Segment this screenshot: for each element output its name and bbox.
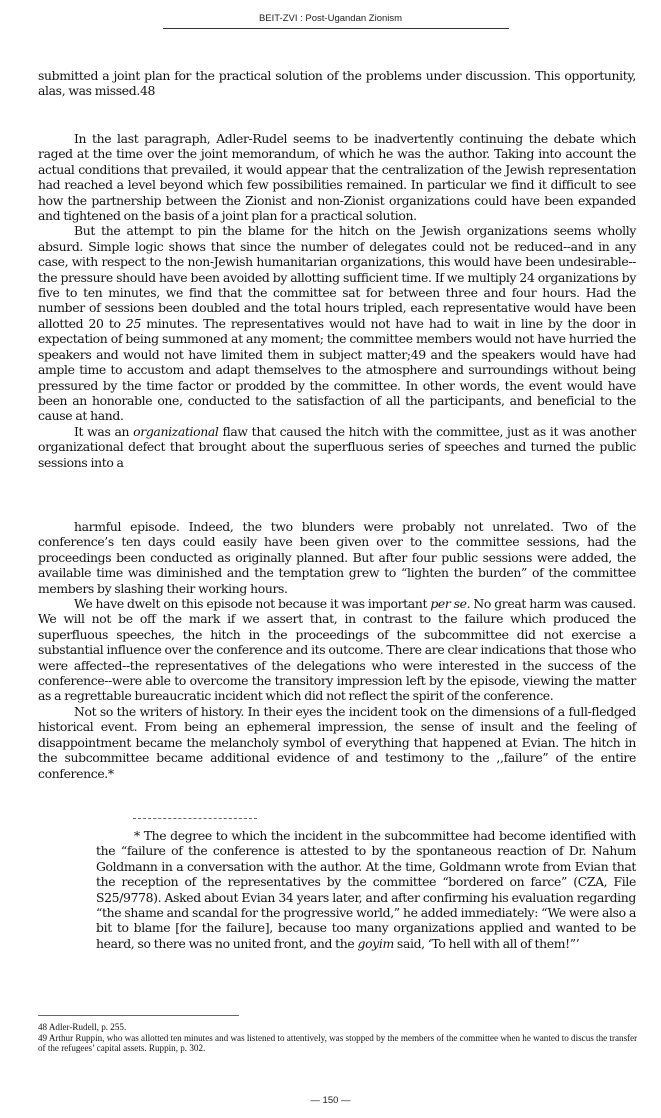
text-span: . No great harm was caused. We will not be off the mark if we assert that, in contrast to the failure which produced the superfluous speeches, the hitch in the proceedings of the subcommittee did not exercise a substantial influence over the conference and its outcome. There are clear indications that those who were affected--the representatives of the delegations who were interested in the success of the conference--were able to overcome the transitory impression left by the episode, viewing the matter as a regrettable bureaucratic incident which did not reflect the spirit of the conference. [38,596,636,704]
header-rule [163,28,509,29]
text-span: We have dwelt on this episode not because it was important [74,596,431,612]
paragraph-harmful-episode: harmful episode. Indeed, the two blunders were probably not unrelated. Two of the conference’s ten days could easily have been given over to the committee sessions, had the proceedings been conducted as originally planned. But after four public sessions were added, the available time was diminished and the temptation grew to “lighten the burden” of the committee members by slashing their working hours. [38,519,636,596]
footnote-49: 49 Arthur Ruppin, who was allotted ten minutes and was listened to attentively, was stopped by the members of the committee when he wanted to discus the transfer of the refugees’ capital assets. Ruppin, p. 302. [38,1032,638,1054]
body-block-lower [38,519,636,781]
page-number: — 150 — [310,1095,351,1106]
footnote-48: 48 Adler-Rudell, p. 255. [38,1022,127,1032]
text-span: flaw that caused the hitch with the committee, just as it was another organizational defect that brought about the superfluous series of speeches and turned the public sessions into a [38,423,636,470]
body-block-top [38,68,636,99]
text-span: said, ‘To hell with all of them!”’ [393,935,580,951]
text-span: It was an [74,423,134,439]
text-span: minutes. The representatives would not have had to wait in line by the door in expectation of being summoned at any moment; the committee members would not have hurried the speakers and would not have limited them in subject matter;49 and the speakers would have had ample time to accustom and adapt themselves to the atmosphere and surroundings without being pressured by the time factor or prodded by the committee. In other words, the event would have been an honorable one, conducted to the satisfaction of all the participants, and beneficial to the cause at hand. [38,315,636,424]
paragraph-continuation: submitted a joint plan for the practical solution of the problems under discussion. This opportunity, alas, was missed.48 [38,68,636,99]
footnotes [38,1022,638,1054]
inset-note [96,828,636,951]
inset-note-text [96,828,636,951]
italic-span: organizational [133,423,219,439]
inset-note-separator [133,818,257,819]
footnote-rule [38,1015,239,1016]
running-head: BEIT-ZVI : Post-Ugandan Zionism [258,13,403,24]
body-block-main [38,116,636,470]
paragraph-organizational-flaw [38,424,636,470]
paragraph-blame [38,223,636,423]
text-span: But the attempt to pin the blame for the hitch on the Jewish organizations seems wholly absurd. Simple logic shows that since the number of delegates could not be reduced--and in any case, with respect to the non-Jewish humanitarian organizations, this would have been undesirable--the pressure should have been avoided by allotting sufficient time. If we multiply 24 organizations by five to ten minutes, we find that the committee sat for between three and four hours. Had the number of sessions been doubled and the total hours tripled, each representative would have been allotted 20 to [38,223,636,331]
italic-span: 25 [125,315,141,331]
paragraph-adler-rudel: In the last paragraph, Adler-Rudel seems to be inadvertently continuing the debate which raged at the time over the joint memorandum, of which he was the author. Taking into account the actual conditions that prevailed, it would appear that the centralization of the Jewish representation had reached a level beyond which few possibilities remained. In particular we find it difficult to see how the partnership between the Zionist and non-Zionist organizations could have been expanded and tightened on the basis of a joint plan for a practical solution. [38,131,636,224]
text-span: * The degree to which the incident in the subcommittee had become identified with the “failure of the conference is attested to by the spontaneous reaction of Dr. Nahum Goldmann in a conversation with the author. At the time, Goldmann wrote from Evian that the reception of the representatives by the committee “bordered on farce” (CZA, File S25/9778). Asked about Evian 34 years later, and after confirming his evaluation regarding “the shame and scandal for the progressive world,” he added immediately: “We were also a bit to blame [for the failure], because too many organizations applied and wanted to be heard, so there was no united front, and the [96,828,636,951]
italic-span: goyim [357,935,394,951]
paragraph-per-se [38,596,636,704]
paragraph-writers-of-history: Not so the writers of history. In their eyes the incident took on the dimensions of a full-fledged historical event. From being an ephemeral impression, the sense of insult and the feeling of disappointment became the melancholy symbol of everything that happened at Evian. The hitch in the subcommittee became additional evidence of and testimony to the ,,failure” of the entire conference.* [38,703,636,781]
italic-span: per se [430,596,467,612]
